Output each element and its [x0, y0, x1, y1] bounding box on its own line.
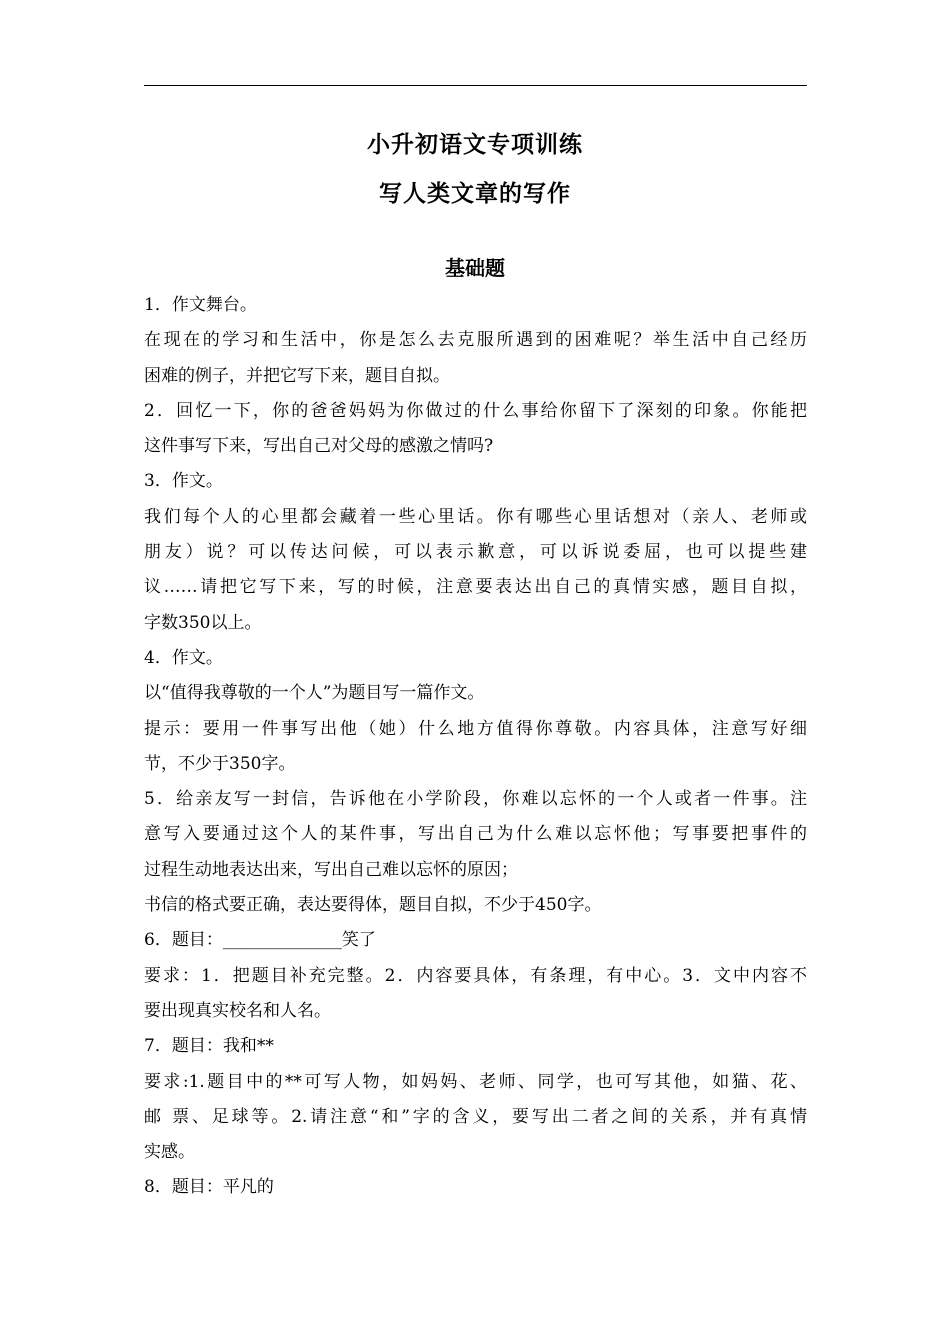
- text-line: 7．题目：我和**: [144, 1036, 274, 1057]
- text-line: 这件事写下来，写出自己对父母的感激之情吗?: [144, 436, 494, 457]
- text-line: 邮 票、足球等。2.请注意“和”字的含义，要写出二者之间的关系，并有真情: [144, 1106, 807, 1127]
- text-line: 要求：1．把题目补充完整。2．内容要具体，有条理，有中心。3．文中内容不: [144, 965, 807, 986]
- text-line: 朋友）说？可以传达问候，可以表示歉意，可以诉说委屈，也可以提些建: [144, 542, 807, 563]
- text-line: 意写入要通过这个人的某件事，写出自己为什么难以忘怀他；写事要把事件的: [144, 824, 807, 845]
- text-line: 我们每个人的心里都会藏着一些心里话。你有哪些心里话想对（亲人、老师或: [144, 506, 807, 527]
- text-line: 提示：要用一件事写出他（她）什么地方值得你尊敬。内容具体，注意写好细: [144, 718, 807, 739]
- text-line: 4．作文。: [144, 647, 223, 668]
- text-line: 节，不少于350字。: [144, 753, 296, 774]
- text-line: 以“值得我尊敬的一个人”为题目写一篇作文。: [144, 683, 485, 704]
- text-line: 3．作文。: [144, 471, 223, 492]
- text-line: 要出现真实校名和人名。: [144, 1000, 331, 1021]
- section-heading: 基础题: [445, 256, 505, 280]
- text-line: 过程生动地表达出来，写出自己难以忘怀的原因；: [144, 859, 518, 880]
- text-line: 实感。: [144, 1142, 195, 1163]
- text-line: 1．作文舞台。: [144, 295, 257, 315]
- document-body: [144, 288, 807, 1206]
- text-line: 在现在的学习和生活中，你是怎么去克服所遇到的困难呢？举生活中自己经历: [144, 330, 807, 351]
- text-line: 2．回忆一下，你的爸爸妈妈为你做过的什么事给你留下了深刻的印象。你能把: [144, 400, 807, 421]
- text-line: 字数350以上。: [144, 612, 262, 633]
- text-line: 议……请把它写下来，写的时候，注意要表达出自己的真情实感，题目自拟，: [144, 577, 807, 598]
- text-line: 5．给亲友写一封信，告诉他在小学阶段，你难以忘怀的一个人或者一件事。注: [144, 789, 807, 810]
- text-line: 困难的例子，并把它写下来，题目自拟。: [144, 365, 450, 386]
- document-subtitle: 写人类文章的写作: [379, 181, 571, 207]
- header-rule: [144, 85, 807, 86]
- text-line: 要求:1.题目中的**可写人物，如妈妈、老师、同学，也可写其他，如猫、花、: [144, 1071, 807, 1092]
- text-line: 6．题目：______________笑了: [144, 930, 376, 951]
- text-line: 8．题目：平凡的: [144, 1177, 274, 1198]
- document-title: 小升初语文专项训练: [367, 132, 583, 158]
- text-line: 书信的格式要正确，表达要得体，题目自拟，不少于450字。: [144, 895, 602, 916]
